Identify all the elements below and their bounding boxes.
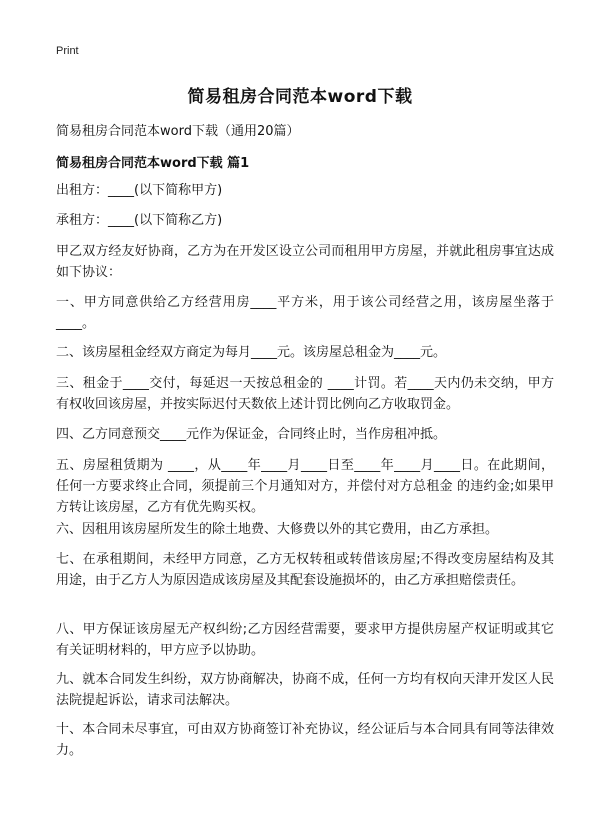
paragraph-lessor: 出租方：____(以下简称甲方) xyxy=(56,183,223,198)
document-title: 简易租房合同范本word下载 xyxy=(187,87,413,107)
paragraph-clause-2: 二、该房屋租金经双方商定为每月____元。该房屋总租金为____元。 xyxy=(56,345,447,360)
document-subtitle: 简易租房合同范本word下载（通用20篇） xyxy=(56,124,300,139)
paragraph-clause-5: 五、房屋租赁期为 ____，从____年____月____日至____年____月____日。在此期间，任何一方要求终止合同，须提前三个月通知对方，并偿付对方总租金 的违约金;如果甲方转让该房屋，乙方有优先购买权。 xyxy=(56,458,554,515)
paragraph-clause-7: 七、在承租期间，未经甲方同意，乙方无权转租或转借该房屋;不得改变房屋结构及其用途，由于乙方人为原因造成该房屋及其配套设施损坏的，由乙方承担赔偿责任。 xyxy=(56,552,554,588)
paragraph-clause-6: 六、因租用该房屋所发生的除土地费、大修费以外的其它费用，由乙方承担。 xyxy=(56,522,499,537)
paragraph-clause-4: 四、乙方同意预交____元作为保证金，合同终止时，当作房租冲抵。 xyxy=(56,427,447,442)
paragraph-preamble: 甲乙双方经友好协商，乙方为在开发区设立公司而租用甲方房屋，并就此租房事宜达成如下协议： xyxy=(56,244,554,280)
paragraph-clause-1: 一、甲方同意供给乙方经营用房____平方米，用于该公司经营之用，该房屋坐落于____。 xyxy=(56,295,554,331)
section-heading: 简易租房合同范本word下载 篇1 xyxy=(56,156,250,171)
paragraph-clause-3: 三、租金于____交付，每延迟一天按总租金的 ____计罚。若____天内仍未交纳，甲方有权收回该房屋，并按实际迟付天数依上述计罚比例向乙方收取罚金。 xyxy=(56,376,554,412)
paragraph-clause-8: 八、甲方保证该房屋无产权纠纷;乙方因经营需要，要求甲方提供房屋产权证明或其它有关证明材料的，甲方应予以协助。 xyxy=(56,622,554,658)
paragraph-clause-10: 十、本合同未尽事宜，可由双方协商签订补充协议，经公证后与本合同具有同等法律效力。 xyxy=(56,722,554,758)
paragraph-lessee: 承租方：____(以下简称乙方) xyxy=(56,213,223,228)
paragraph-clause-9: 九、就本合同发生纠纷，双方协商解决，协商不成，任何一方均有权向天津开发区人民法院提起诉讼，请求司法解决。 xyxy=(56,672,554,708)
print-label[interactable]: Print xyxy=(56,45,79,57)
